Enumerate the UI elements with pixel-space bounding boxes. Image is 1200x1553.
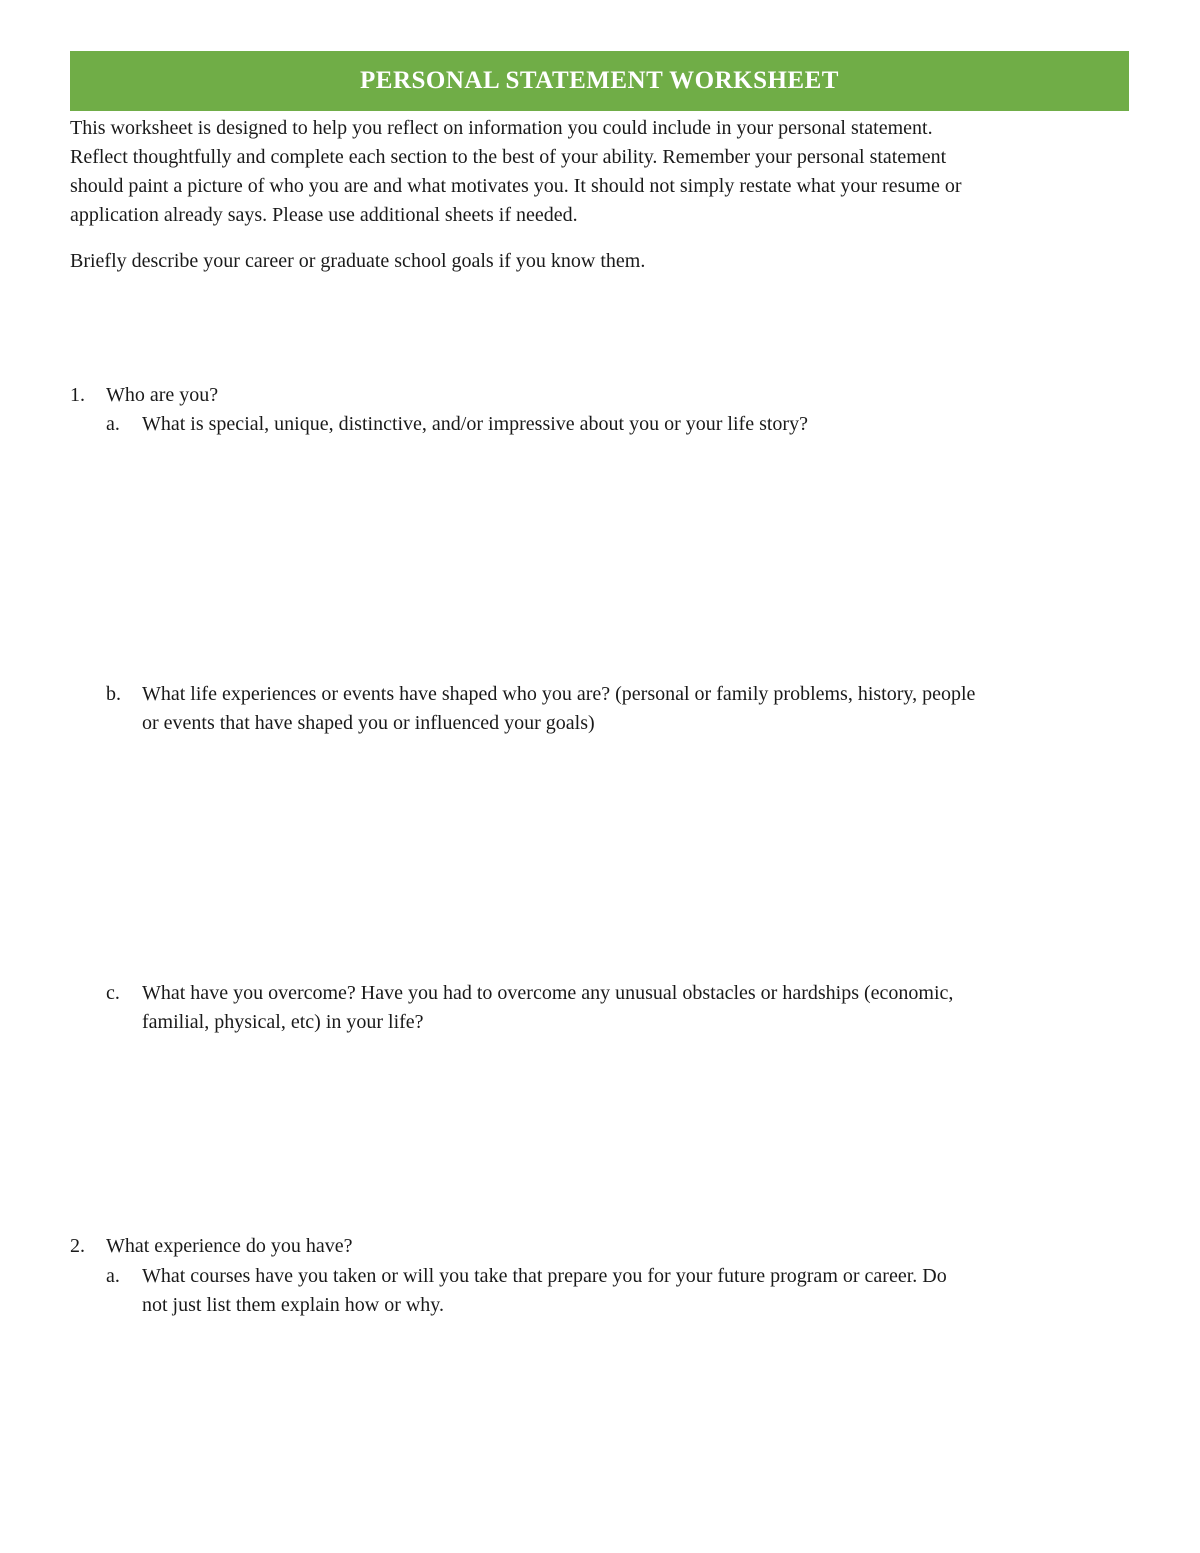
- section-title: What experience do you have?: [106, 1235, 353, 1257]
- question-line: What have you overcome? Have you had to overcome any unusual obstacles or hardships (economic,: [142, 982, 954, 1004]
- intro-paragraph: [70, 114, 961, 230]
- intro-line: should paint a picture of who you are and what motivates you. It should not simply restate what your resume or: [70, 175, 962, 197]
- section-number: 1.: [70, 384, 85, 406]
- item-letter: b.: [106, 683, 121, 705]
- section-number: 2.: [70, 1235, 85, 1257]
- question-line: What life experiences or events have shaped who you are? (personal or family problems, history, people: [142, 683, 976, 705]
- question-text: [142, 410, 808, 439]
- question-line: or events that have shaped you or influenced your goals): [142, 712, 595, 734]
- goals-prompt: Briefly describe your career or graduate school goals if you know them.: [70, 250, 646, 272]
- section-title: Who are you?: [106, 384, 219, 406]
- question-line: What courses have you taken or will you take that prepare you for your future program or career. Do: [142, 1265, 947, 1287]
- question-line: familial, physical, etc) in your life?: [142, 1011, 424, 1033]
- question-line: What is special, unique, distinctive, and/or impressive about you or your life story?: [142, 413, 808, 435]
- intro-line: This worksheet is designed to help you reflect on information you could include in your personal statement.: [70, 117, 933, 139]
- intro-line: application already says. Please use additional sheets if needed.: [70, 204, 578, 226]
- question-line: not just list them explain how or why.: [142, 1294, 445, 1316]
- page-title: PERSONAL STATEMENT WORKSHEET: [360, 67, 839, 94]
- item-letter: a.: [106, 413, 120, 435]
- title-banner: [70, 51, 1129, 111]
- intro-line: Reflect thoughtfully and complete each section to the best of your ability. Remember your personal statement: [70, 146, 947, 168]
- question-text: [142, 680, 975, 738]
- question-text: [142, 1262, 947, 1320]
- question-text: [142, 979, 953, 1037]
- item-letter: a.: [106, 1265, 120, 1287]
- item-letter: c.: [106, 982, 120, 1004]
